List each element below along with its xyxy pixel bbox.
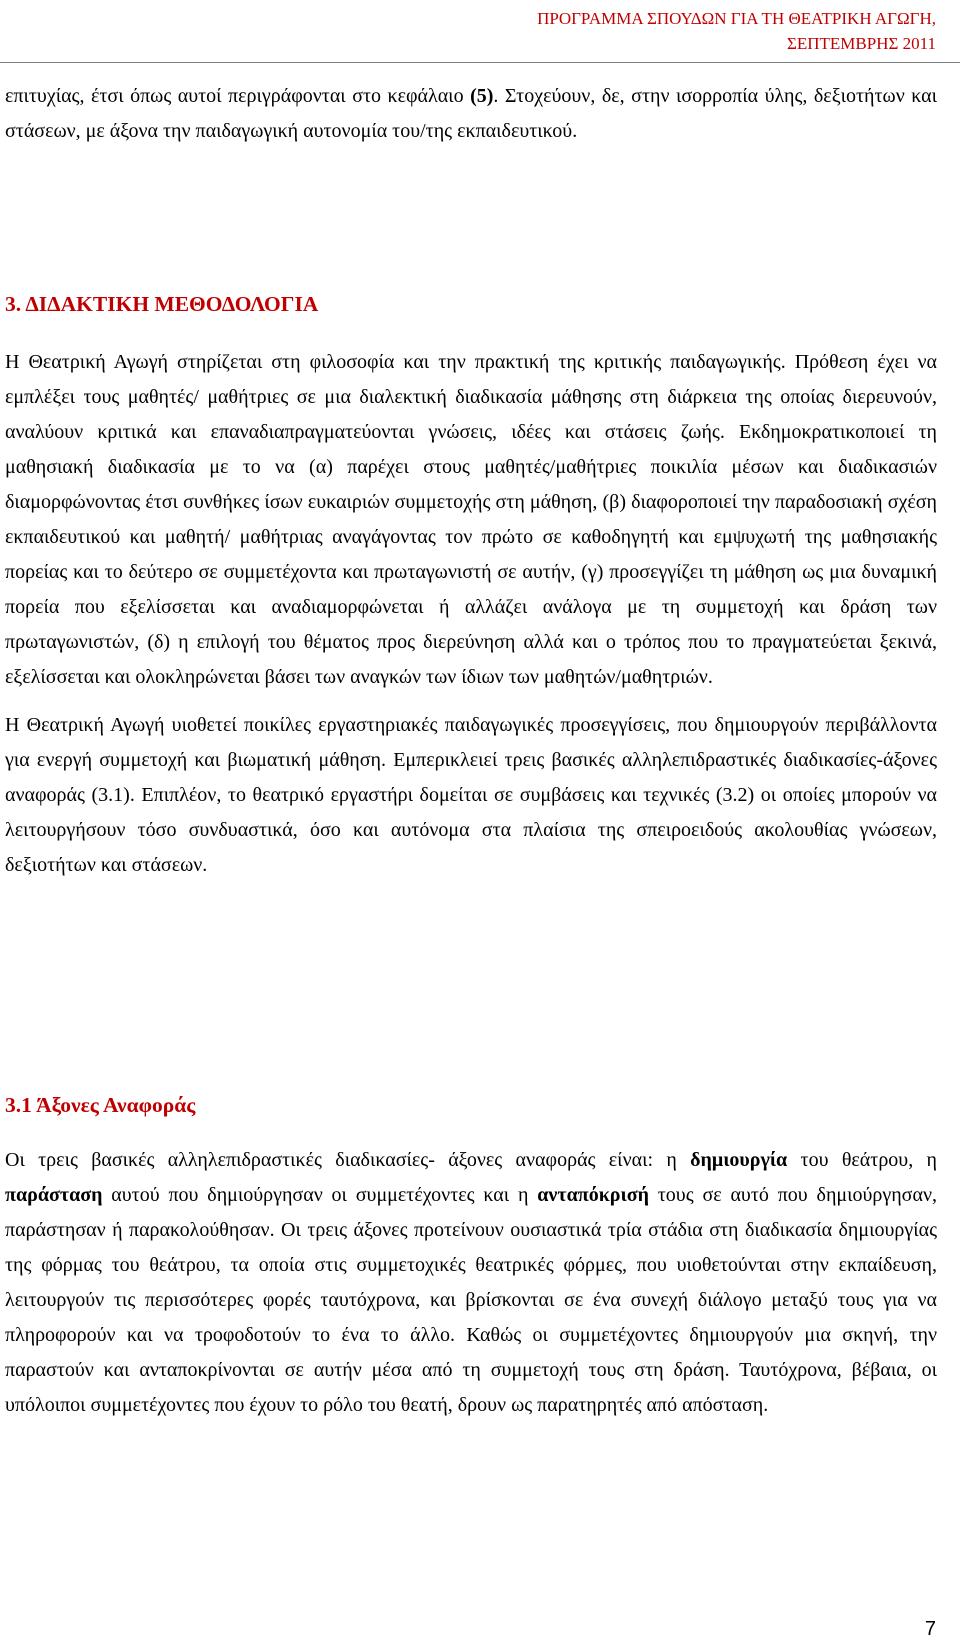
section-3-1-text-4: τους σε αυτό που δημιούργησαν, παράστησαν ή παρακολούθησαν. Οι τρεις άξονες προτείνουν ουσιαστικά τρία στάδια στη διαδικασία δημιουργίας της φόρμας του θεάτρου, τα οποία στις συμμετοχικές θεατρικές φόρμες, που υιοθετούνται στην εκπαίδευση, λειτουργούν τις περισσότερες φορές ταυτόχρονα, και βρίσκονται σε ένα συνεχή διάλογο μεταξύ τους για να πληροφορούν και να τροφοδοτούν το ένα το άλλο. Καθώς οι συμμετέχοντες δημιουργούν μια σκηνή, την παραστούν και ανταποκρίνονται σε αυτήν μέσα από τη συμμετοχή τους στη δράση. Ταυτόχρονα, βέβαια, οι υπόλοιποι συμμετέχοντες που έχουν το ρόλο του θεατή, δρουν ως παρατηρητές από απόσταση. bbox=[5, 1184, 937, 1416]
header-rule bbox=[0, 62, 960, 63]
section-3-heading: 3. ΔΙΔΑΚΤΙΚΗ ΜΕΘΟΔΟΛΟΓΙΑ bbox=[5, 292, 319, 316]
intro-paragraph bbox=[5, 79, 937, 149]
term-parastasi: παράσταση bbox=[5, 1184, 103, 1206]
intro-text-1: επιτυχίας, έτσι όπως αυτοί περιγράφονται στο κεφάλαιο bbox=[5, 85, 471, 107]
intro-block bbox=[5, 79, 937, 149]
term-antapokrisi: ανταπόκρισή bbox=[537, 1184, 649, 1206]
intro-text-2: . Στοχεύουν, δε, στην ισορροπία ύλης, δεξιοτήτων και στάσεων, με άξονα την παιδαγωγική αυτονομία του/της εκπαιδευτικού. bbox=[5, 85, 937, 142]
page-number: 7 bbox=[924, 1618, 936, 1640]
section-3-1-paragraph bbox=[5, 1143, 937, 1423]
section-3-1-heading: 3.1 Άξονες Αναφοράς bbox=[5, 1093, 196, 1117]
header-line-1: ΠΡΟΓΡΑΜΜΑ ΣΠΟΥΔΩΝ ΓΙΑ ΤΗ ΘΕΑΤΡΙΚΗ ΑΓΩΓΗ, bbox=[537, 9, 936, 28]
term-dimiourgia: δημιουργία bbox=[690, 1149, 788, 1171]
section-3-1-body bbox=[5, 1143, 937, 1423]
section-3-1-text-1: Οι τρεις βασικές αλληλεπιδραστικές διαδικασίες- άξονες αναφοράς είναι: η bbox=[5, 1149, 691, 1171]
section-3-body bbox=[5, 345, 937, 883]
section-3-1-text-2: του θεάτρου, η bbox=[787, 1149, 937, 1171]
intro-ref: (5) bbox=[470, 85, 494, 107]
running-header bbox=[537, 6, 936, 56]
section-3-1-text-3: αυτού που δημιούργησαν οι συμμετέχοντες και η bbox=[102, 1184, 538, 1206]
header-line-2: ΣΕΠΤΕΜΒΡΗΣ 2011 bbox=[786, 34, 936, 53]
section-3-paragraph-2: Η Θεατρική Αγωγή υιοθετεί ποικίλες εργαστηριακές παιδαγωγικές προσεγγίσεις, που δημιουργούν περιβάλλοντα για ενεργή συμμετοχή και βιωματική μάθηση. Εμπερικλειεί τρεις βασικές αλληλεπιδραστικές διαδικασίες-άξονες αναφοράς (3.1). Επιπλέον, το θεατρικό εργαστήρι δομείται σε συμβάσεις και τεχνικές (3.2) οι οποίες μπορούν να λειτουργήσουν τόσο συνδυαστικά, όσο και αυτόνομα στα πλαίσια της σπειροειδούς ακολουθίας γνώσεων, δεξιοτήτων και στάσεων. bbox=[5, 714, 937, 876]
section-3-paragraph-1: Η Θεατρική Αγωγή στηρίζεται στη φιλοσοφία και την πρακτική της κριτικής παιδαγωγικής. Πρόθεση έχει να εμπλέξει τους μαθητές/ μαθήτριες σε μια διαλεκτική διαδικασία μάθησης στη διάρκεια της οποίας διερευνούν, αναλύουν κριτικά και επαναδιαπραγματεύονται γνώσεις, ιδέες και στάσεις ζωής. Εκδημοκρατικοποιεί τη μαθησιακή διαδικασία με το να (α) παρέχει στους μαθητές/μαθήτριες ποικιλία μέσων και διαδικασιών διαμορφώνοντας έτσι συνθήκες ίσων ευκαιριών συμμετοχής στη μάθηση, (β) διαφοροποιεί την παραδοσιακή σχέση εκπαιδευτικού και μαθητή/ μαθήτριας αναγάγοντας τον πρώτο σε καθοδηγητή και εμψυχωτή της μαθησιακής πορείας και το δεύτερο σε συμμετέχοντα και πρωταγωνιστή σε αυτήν, (γ) προσεγγίζει τη μάθηση ως μια δυναμική πορεία που εξελίσσεται και αναδιαμορφώνεται ή αλλάζει ανάλογα με τη συμμετοχή και δράση των πρωταγωνιστών, (δ) η επιλογή του θέματος προς διερεύνηση αλλά και ο τρόπος που το πραγματεύεται ξεκινά, εξελίσσεται και ολοκληρώνεται βάσει των αναγκών των ίδιων των μαθητών/μαθητριών. bbox=[5, 351, 937, 688]
